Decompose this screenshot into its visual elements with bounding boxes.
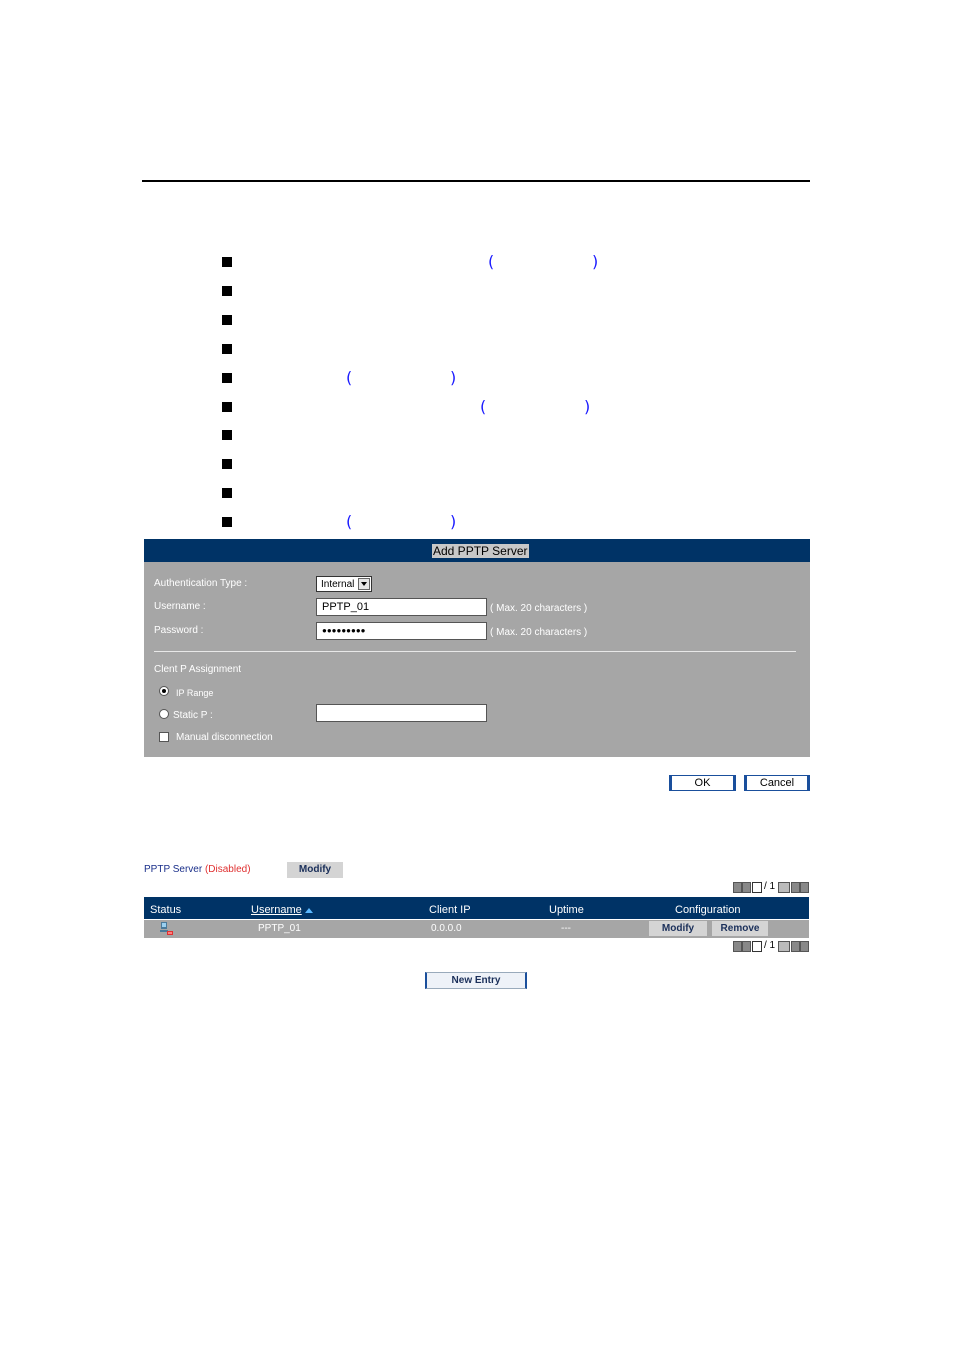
manual-disconnect-checkbox[interactable] <box>159 732 169 742</box>
auth-type-select[interactable] <box>316 576 372 592</box>
static-ip-input[interactable] <box>316 704 487 722</box>
pptp-server-status <box>144 864 251 876</box>
chevron-down-icon[interactable] <box>358 578 370 590</box>
ip-range-radio[interactable] <box>159 686 169 696</box>
client-ip-assignment-label: Clent P Assignment <box>154 664 242 675</box>
prev-page-icon[interactable] <box>742 941 751 952</box>
form-title: Add PPTP Server <box>433 544 528 558</box>
col-status: Status <box>150 904 182 916</box>
bullet-item <box>222 512 822 531</box>
ip-range-label: IP Range <box>176 688 214 698</box>
bullet-icon <box>222 286 232 296</box>
bullet-item <box>222 457 822 473</box>
bullet-icon <box>222 459 232 469</box>
col-username[interactable] <box>251 904 313 916</box>
bullet-icon <box>222 373 232 383</box>
next-page-icon[interactable] <box>791 882 800 893</box>
password-input[interactable]: ●●●●●●●●● <box>316 622 487 640</box>
col-uptime: Uptime <box>549 904 584 916</box>
username-input[interactable]: PPTP_01 <box>316 598 487 616</box>
paren-open: ( <box>488 252 495 271</box>
col-client-ip: Client IP <box>429 904 471 916</box>
prev-page-icon[interactable] <box>742 882 751 893</box>
bullet-icon <box>222 430 232 440</box>
bullet-icon <box>222 402 232 412</box>
col-configuration: Configuration <box>675 904 741 916</box>
pptp-modify-button[interactable]: Modify <box>287 862 343 878</box>
bullet-icon <box>222 488 232 498</box>
row-uptime: --- <box>561 923 571 934</box>
bullet-item <box>222 486 822 502</box>
bullet-item <box>222 284 822 300</box>
static-ip-label: Static P : <box>173 710 213 721</box>
bullet-icon <box>222 315 232 325</box>
row-modify-button[interactable]: Modify <box>649 921 707 936</box>
bullet-icon <box>222 344 232 354</box>
bullet-item <box>222 397 822 416</box>
sort-asc-icon <box>305 908 313 913</box>
bullet-item <box>222 313 822 329</box>
paren-close: ) <box>592 252 599 271</box>
username-hint: ( Max. 20 characters ) <box>490 603 588 614</box>
bullet-item <box>222 342 822 358</box>
last-page-icon[interactable] <box>800 882 809 893</box>
auth-type-value: Internal <box>321 579 355 590</box>
paren-close: ) <box>450 368 457 387</box>
bullet-item <box>222 368 822 387</box>
form-divider <box>154 651 796 652</box>
ok-button[interactable]: OK <box>669 775 736 791</box>
password-label: Password : <box>154 625 204 636</box>
page-total: / 1 <box>764 881 776 892</box>
user-disconnected-icon <box>159 922 174 936</box>
paren-open: ( <box>480 397 487 416</box>
manual-disconnect-label: Manual disconnection <box>176 732 273 743</box>
auth-type-label: Authentication Type : <box>154 578 248 589</box>
bullet-item <box>222 252 822 271</box>
paren-close: ) <box>584 397 591 416</box>
row-remove-button[interactable]: Remove <box>712 921 768 936</box>
cancel-button[interactable]: Cancel <box>744 775 810 791</box>
page-divider <box>142 180 810 182</box>
page-number-input[interactable] <box>752 941 762 952</box>
next-page-icon[interactable] <box>791 941 800 952</box>
static-ip-radio[interactable] <box>159 709 169 719</box>
last-page-icon[interactable] <box>800 941 809 952</box>
go-icon[interactable] <box>778 941 790 952</box>
pager-bottom <box>733 941 809 953</box>
password-hint: ( Max. 20 characters ) <box>490 627 588 638</box>
go-icon[interactable] <box>778 882 790 893</box>
row-username: PPTP_01 <box>258 923 301 934</box>
table-row <box>144 920 809 938</box>
bullet-icon <box>222 257 232 267</box>
bullet-item <box>222 428 822 444</box>
col-username-label: Username <box>251 904 302 916</box>
paren-open: ( <box>346 368 353 387</box>
row-client-ip: 0.0.0.0 <box>431 923 462 934</box>
status-badge: (Disabled) <box>204 864 251 875</box>
username-label: Username : <box>154 601 206 612</box>
page-total: / 1 <box>764 940 776 951</box>
paren-close: ) <box>450 512 457 531</box>
paren-open: ( <box>346 512 353 531</box>
first-page-icon[interactable] <box>733 941 742 952</box>
page-number-input[interactable] <box>752 882 762 893</box>
pager-top <box>733 882 809 894</box>
bullet-icon <box>222 517 232 527</box>
first-page-icon[interactable] <box>733 882 742 893</box>
new-entry-button[interactable]: New Entry <box>425 972 527 989</box>
pptp-server-label: PPTP Server <box>144 864 203 875</box>
form-panel <box>144 562 810 757</box>
